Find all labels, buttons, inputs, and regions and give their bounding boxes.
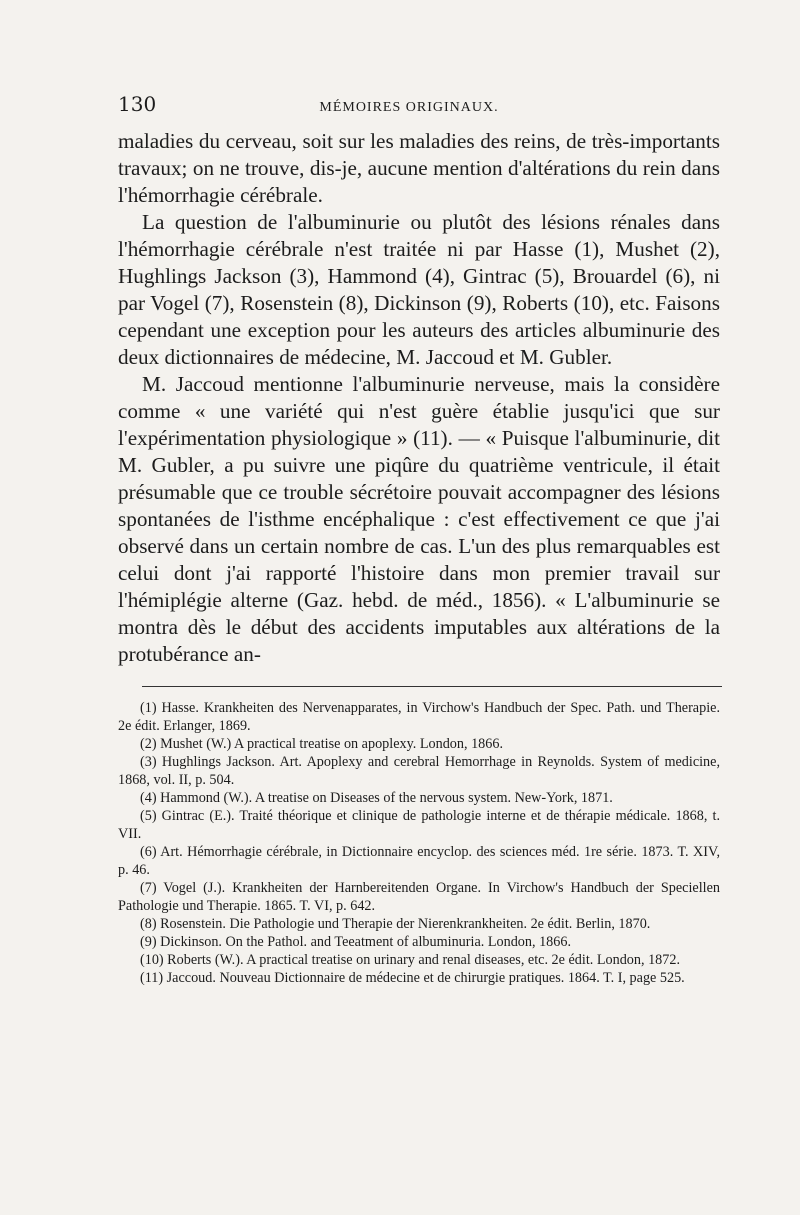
paragraph-1: maladies du cerveau, soit sur les maladies des reins, de très-importants travaux; on ne trouve, dis-je, aucune mention d'altérations du rein dans l'hémorrhagie cérébrale.	[118, 129, 720, 207]
footnote-7: (7) Vogel (J.). Krankheiten der Harnbereitenden Organe. In Virchow's Handbuch der Speciellen Pathologie und Therapie. 1865. T. VI, p. 642.	[118, 880, 720, 914]
footnote-6: (6) Art. Hémorrhagie cérébrale, in Dictionnaire encyclop. des sciences méd. 1re série. 1873. T. XIV, p. 46.	[118, 844, 720, 878]
footnote-1: (1) Hasse. Krankheiten des Nervenapparates, in Virchow's Handbuch der Spec. Path. und Therapie. 2e édit. Erlanger, 1869.	[118, 700, 720, 734]
paragraph-3: M. Jaccoud mentionne l'albuminurie nerveuse, mais la considère comme « une variété qui n'est guère établie jusqu'ici que sur l'expérimentation physiologique » (11). — « Puisque l'albuminurie, dit M. Gubler, a pu suivre une piqûre du quatrième ventricule, il était présumable que ce trouble sécrétoire pouvait accompagner des lésions spontanées de l'isthme encéphalique : c'est effectivement ce que j'ai observé dans un certain nombre de cas. L'un des plus remarquables est celui dont j'ai rapporté l'histoire dans mon premier travail sur l'hémiplégie alterne (Gaz. hebd. de méd., 1856). « L'albuminurie se montra dès le début des accidents imputables aux altérations de la protubérance an-	[118, 372, 720, 666]
body-text	[118, 128, 720, 668]
footnote-5: (5) Gintrac (E.). Traité théorique et clinique de pathologie interne et de thérapie médicale. 1868, t. VII.	[118, 808, 720, 842]
page-header	[118, 92, 720, 122]
footnote-4: (4) Hammond (W.). A treatise on Diseases of the nervous system. New-York, 1871.	[140, 790, 613, 806]
page-number: 130	[118, 92, 157, 116]
footnote-divider	[142, 686, 722, 687]
footnote-10: (10) Roberts (W.). A practical treatise on urinary and renal diseases, etc. 2e édit. London, 1872.	[140, 952, 681, 968]
footnote-2: (2) Mushet (W.) A practical treatise on apoplexy. London, 1866.	[140, 736, 504, 752]
running-head: MÉMOIRES ORIGINAUX.	[319, 100, 499, 115]
footnote-3: (3) Hughlings Jackson. Art. Apoplexy and cerebral Hemorrhage in Reynolds. System of medicine, 1868, vol. II, p. 504.	[118, 754, 720, 788]
footnote-8: (8) Rosenstein. Die Pathologie und Therapie der Nierenkrankheiten. 2e édit. Berlin, 1870.	[140, 916, 651, 932]
paragraph-2: La question de l'albuminurie ou plutôt des lésions rénales dans l'hémorrhagie cérébrale n'est traitée ni par Hasse (1), Mushet (2), Hughlings Jackson (3), Hammond (4), Gintrac (5), Brouardel (6), ni par Vogel (7), Rosenstein (8), Dickinson (9), Roberts (10), etc. Faisons cependant une exception pour les auteurs des articles albuminurie des deux dictionnaires de médecine, M. Jaccoud et M. Gubler.	[118, 210, 720, 369]
footnote-9: (9) Dickinson. On the Pathol. and Teeatment of albuminuria. London, 1866.	[140, 934, 571, 950]
footnote-11: (11) Jaccoud. Nouveau Dictionnaire de médecine et de chirurgie pratiques. 1864. T. I, page 525.	[140, 970, 685, 986]
footnotes	[118, 699, 720, 987]
